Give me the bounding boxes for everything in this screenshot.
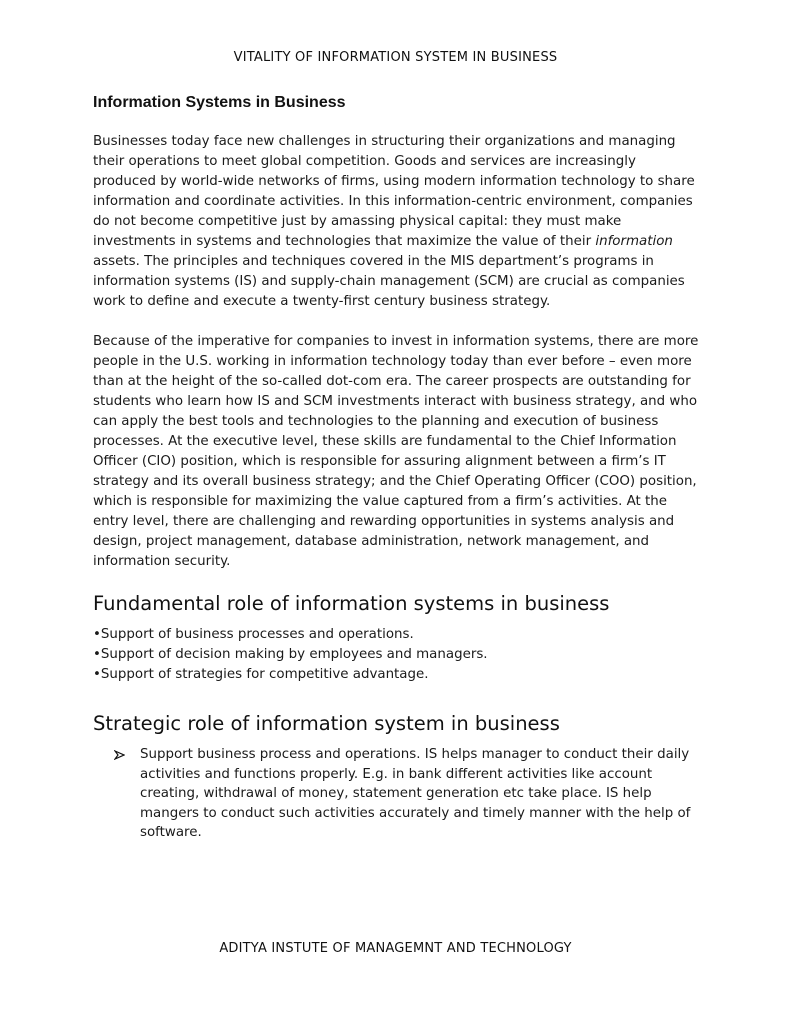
emphasis-information: information bbox=[595, 234, 673, 249]
paragraph-intro-part1: Businesses today face new challenges in structuring their organizations and managing their operations to meet global competition. Goods and services are increasingly produced by world-wide networks of firms, using modern information technology to share information and coordinate activities. In this information-centric environment, companies do not become competitive just by amassing physical capital: they must make investments in systems and technologies that maximize the value of their bbox=[93, 134, 695, 249]
heading-fundamental-role: Fundamental role of information systems in business bbox=[93, 592, 610, 615]
strategic-role-list bbox=[93, 745, 703, 843]
paragraph-intro-part2: assets. The principles and techniques covered in the MIS department’s programs in information systems (IS) and supply-chain management (SCM) are crucial as companies work to define and execute a twenty-first century business strategy. bbox=[93, 254, 685, 309]
heading-strategic-role: Strategic role of information system in business bbox=[93, 712, 560, 735]
list-item-text: Support business process and operations. IS helps manager to conduct their daily activities and functions properly. E.g. in bank different activities like account creating, withdrawal of money, statement generation etc take place. IS help mangers to conduct such activities accurately and timely manner with the help of software. bbox=[140, 747, 691, 840]
list-item: •Support of business processes and operations. bbox=[93, 627, 414, 642]
running-header: VITALITY OF INFORMATION SYSTEM IN BUSINESS bbox=[233, 50, 558, 65]
running-footer: ADITYA INSTUTE OF MANAGEMNT AND TECHNOLOGY bbox=[219, 941, 572, 956]
arrow-bullet-icon bbox=[114, 750, 125, 760]
list-item: •Support of strategies for competitive advantage. bbox=[93, 667, 429, 682]
section-title-information-systems: Information Systems in Business bbox=[93, 94, 346, 111]
list-item: •Support of decision making by employees and managers. bbox=[93, 647, 488, 662]
list-item bbox=[113, 745, 703, 843]
paragraph-intro bbox=[93, 132, 703, 312]
page-content bbox=[93, 94, 703, 843]
paragraph-careers: Because of the imperative for companies to invest in information systems, there are more people in the U.S. working in information technology today than ever before – even more than at the height of the so-called dot-com era. The career prospects are outstanding for students who learn how IS and SCM investments interact with business strategy, and who can apply the best tools and technologies to the planning and execution of business processes. At the executive level, these skills are fundamental to the Chief Information Officer (CIO) position, which is responsible for assuring alignment between a firm’s IT strategy and its overall business strategy; and the Chief Operating Officer (COO) position, which is responsible for maximizing the value captured from a firm’s activities. At the entry level, there are challenging and rewarding opportunities in systems analysis and design, project management, database administration, network management, and information security. bbox=[93, 334, 699, 569]
fundamental-role-list bbox=[93, 625, 703, 685]
